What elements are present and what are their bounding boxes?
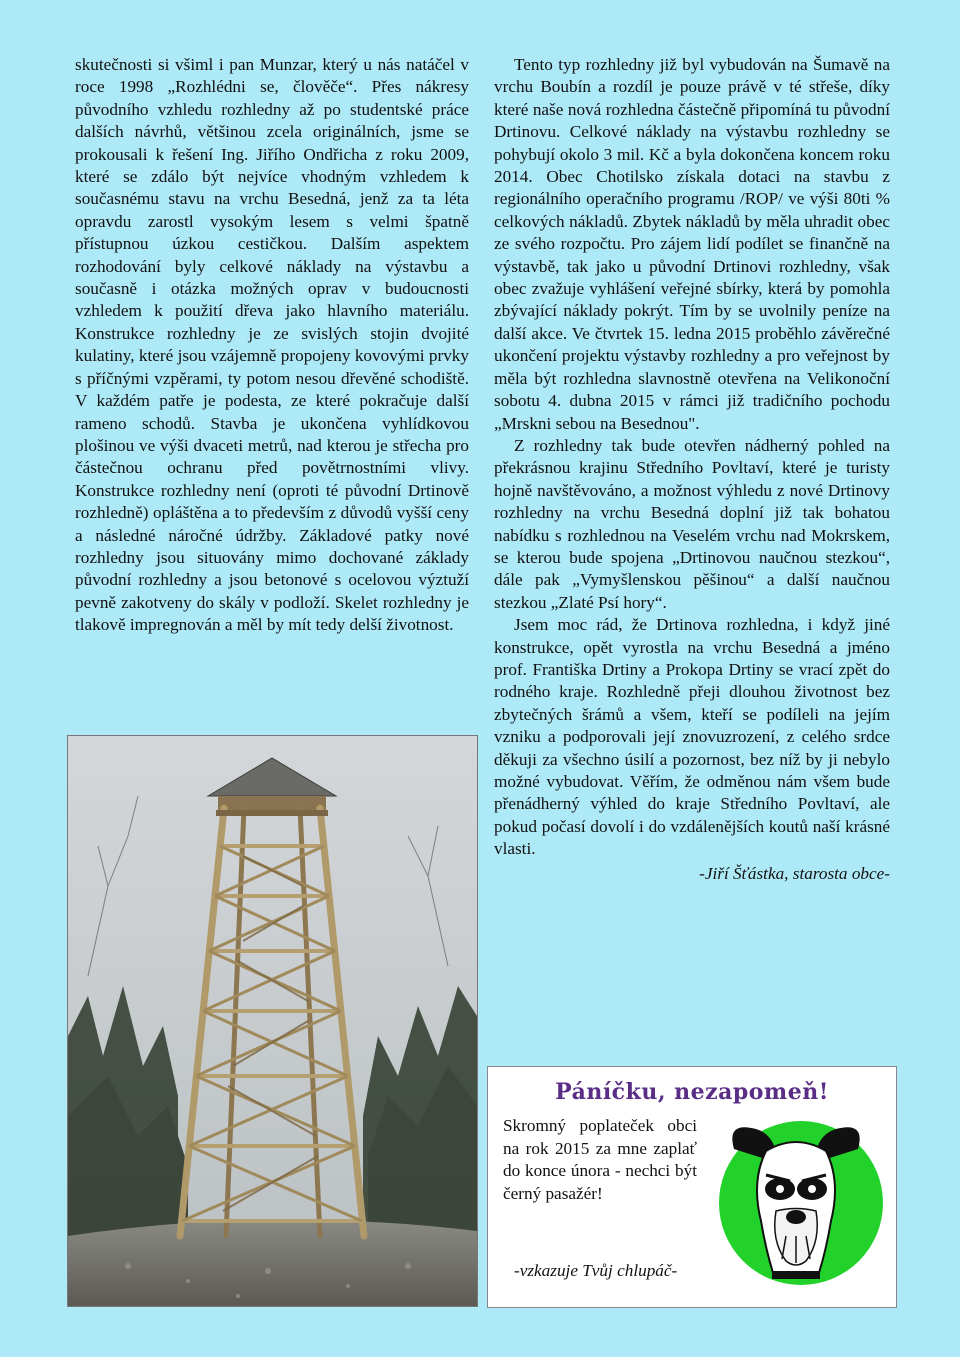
tower-photo [67,735,478,1307]
article-right-column [494,54,890,885]
article-paragraph: Z rozhledny tak bude otevřen nádherný pohled na překrásnou krajinu Středního Povltaví, které je turisty hojně navštěvováno, a možnost výhledu z nové Drtinovy rozhledny na vrchu Besedná doplní již tak bohatou nabídku s rozhlednou na Veselém vrchu nad Mokrskem, se kterou bude spojena „Drtinovou naučnou stezkou“, dále pak „Vymyšlenskou pěšinou“ a další naučnou stezkou „Zlaté Psí hory“. [494,435,890,612]
article-paragraph: Tento typ rozhledny již byl vybudován na Šumavě na vrchu Boubín a rozdíl je pouze právě v té střeše, díky které naše nová rozhledna částečně připomíná tu původní Drtinovu. Celkové náklady na výstavbu rozhledny se pohybují okolo 3 mil. Kč a byla dokončena koncem roku 2014. Obec Chotilsko získala dotaci na stavbu z regionálního operačního programu /ROP/ ve výši 80ti % celkových nákladů. Zbytek nákladů by měla uhradit obec ze svého rozpočtu. Pro zájem lidí podílet se finančně na výstavbě, tak jako u původní Drtinovi rozhledny, však obec zvažuje vyhlášení veřejné sbírky, která by pomohla zbývající náklady pokrýt. Tím by se uvolnily peníze na další akce. Ve čtvrtek 15. ledna 2015 proběhlo závěrečné ukončení projektu výstavby rozhledny a pro veřejnost by měla být rozhledna slavnostně otevřena na Velikonoční sobotu 4. dubna 2015 v rámci již tradičního pochodu „Mrskni sebou na Besednou". [494,55,890,433]
dog-illustration [706,1111,886,1296]
reminder-signature: -vzkazuje Tvůj chlupáč- [514,1261,678,1280]
article-paragraph: skutečnosti si všiml i pan Munzar, který u nás natáčel v roce 1998 „Rozhlédni se, člověče“. Přes nákresy původního vzhledu rozhledny až po studentské práce dalších návrhů, většinou zcela originálních, jsme se prokousali k řešení Ing. Jiřího Ondřicha z roku 2009, které se zdálo být nejvíce vhodným vzhledem k současnému stavu na vrchu Besedná, jenž za ta léta opravdu zarostl vysokým lesem s velmi špatně přístupnou úzkou cestičkou. Dalším aspektem rozhodování byly celkové náklady na výstavbu a současně i otázka možných oprav v budoucnosti vzhledem k použití dřeva jako hlavního materiálu. Konstrukce rozhledny je ze svislých stojin dvojité kulatiny, které jsou vzájemně propojeny kovovými prvky s příčnými vzpěrami, ty potom nesou dřevěné schodiště. V každém patře je podesta, ze které pokračuje další rameno schodů. Stavba je ukončena vyhlídkovou plošinou ve výši dvaceti metrů, nad kterou je střecha pro částečnou ochranu před povětrnostními vlivy. Konstrukce rozhledny není (oproti té původní Drtinově rozhledně) opláštěna a to především z důvodů vyšší ceny a následné náročné údržby. Základové patky nové rozhledny jsou situovány mimo dochované základy původní rozhledny a jsou betonové s ocelovou výztuží pevně zakotveny do skály v podloží. Skelet rozhledny je tlakově impregnován a měl by mít tedy delší životnost. [75,55,469,635]
reminder-box [487,1066,897,1308]
article-paragraph: Jsem moc rád, že Drtinova rozhledna, i když jiné konstrukce, opět vyrostla na vrchu Besedná a jméno prof. Františka Drtiny a Prokopa Drtiny se vrací zpět do rodného kraje. Rozhledně přeji dlouhou životnost bez zbytečných šrámů a všem, kteří se podíleli na jejím vzniku a podporovali její znovuzrození, z celého srdce děkuji za všechno úsilí a pozornost, bez níž by ji nebylo možné vybudovat. Věřím, že odměnou nám všem bude přenádherný výhled do kraje Středního Povltaví, ale pokud počasí dovolí i do vzdálenějších koutů naší krásné vlasti. [494,615,890,859]
article-left-column [75,54,469,637]
reminder-title: Páníčku, nezapomeň! [555,1079,829,1105]
article-signature: -Jiří Šťástka, starosta obce- [699,863,890,883]
reminder-text: Skromný poplateček obci na rok 2015 za mne zaplať do konce února - nechci být černý pasažér! [503,1116,697,1203]
tower-image [68,736,477,1306]
